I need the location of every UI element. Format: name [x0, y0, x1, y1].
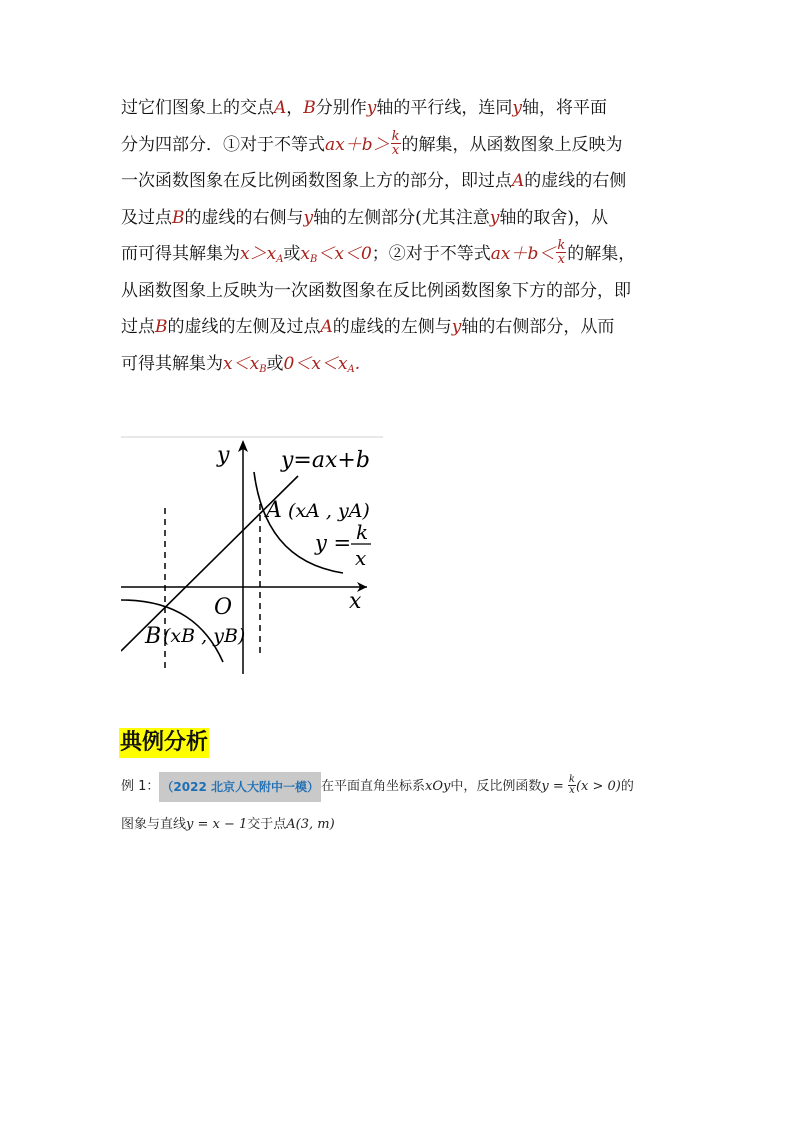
fraction-k-over-x-2: $\frac{k}{x}$: [557, 238, 566, 267]
y-axis-label: y: [217, 443, 230, 468]
para-line-5: 而可得其解集为$x>x_A$或$x_B<x<0$；②对于不等式ax＋b＜ $\frac{k}{x}$ 的解集，: [121, 238, 636, 267]
curve-k: k: [356, 520, 369, 544]
origin-label: O: [214, 595, 233, 620]
point-b-coords: (xB , yB): [163, 625, 246, 647]
explanation-paragraph: [121, 90, 681, 382]
example-1-line-1: 例 1： （2022 北京人大附中一模） 在平面直角坐标系xOy中，反比例函数y = $\frac{k}{x}(x > 0)$的: [121, 772, 634, 802]
func-fraction: $\frac{k}{x}$: [568, 773, 575, 796]
fraction-k-over-x: $\frac{k}{x}$: [391, 128, 400, 158]
source-tag: （2022 北京人大附中一模）: [159, 772, 321, 802]
point-b-label: B: [145, 624, 162, 649]
x-axis-label: x: [349, 589, 362, 614]
para-line-3: 一次函数图象在反比例函数图象上方的部分，即过点A的虚线的右侧: [121, 171, 627, 191]
section-heading: 典例分析: [119, 728, 209, 758]
para-line-8: 可得其解集为$x<x_B$或$0<x<x_A$.: [121, 353, 361, 375]
curve-equation-lhs: y =: [315, 531, 352, 555]
para-line-2: 分为四部分．①对于不等式ax＋b＞ $\frac{k}{x}$ 的解集，从函数图象上反映为: [121, 128, 623, 158]
function-graph: [121, 436, 383, 674]
para-line-1: 过它们图象上的交点A，B分别作y轴的平行线，连同y轴，将平面: [121, 98, 607, 118]
example-1-line-2: 图象与直线y = x − 1交于点A(3, m): [121, 817, 335, 832]
para-line-6: 从函数图象上反映为一次函数图象在反比例函数图象下方的部分，即: [121, 280, 631, 301]
line-equation-label: y=ax+b: [281, 448, 370, 473]
point-a-label: A: [266, 498, 282, 523]
para-line-4: 及过点B的虚线的右侧与y轴的左侧部分(尤其注意y轴的取舍)，从: [121, 207, 608, 228]
point-a-coords: (xA , yA): [288, 500, 370, 522]
curve-x: x: [355, 546, 367, 570]
para-line-7: 过点B的虚线的左侧及过点A的虚线的左侧与y轴的右侧部分，从而: [121, 317, 615, 337]
